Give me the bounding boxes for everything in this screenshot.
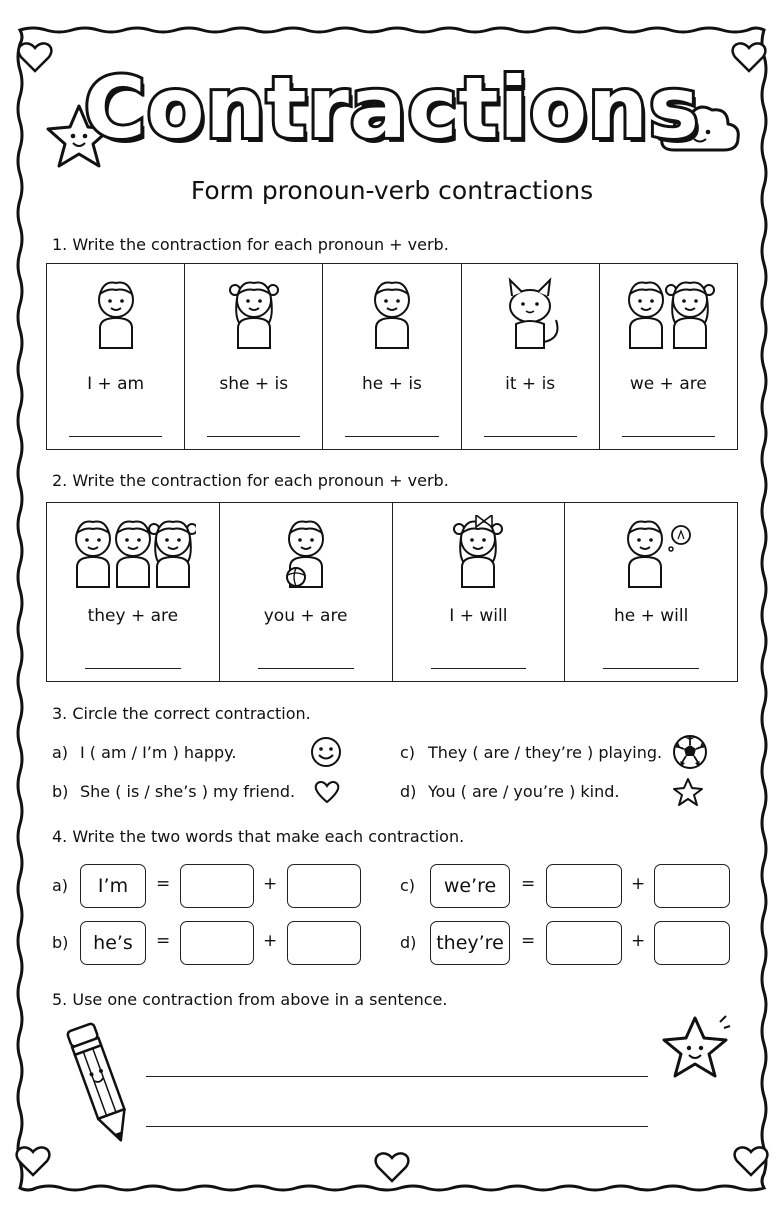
first-word-answer-box[interactable] [180,921,254,965]
answer-line[interactable] [622,436,715,437]
section2-cell [392,503,565,682]
choice-letter: c) [400,743,416,762]
contraction-word-box: they’re [430,921,510,965]
three-kids-picture [70,515,196,599]
item-letter: b) [52,933,69,952]
section2-cell [565,503,738,682]
answer-line[interactable] [85,668,181,669]
answer-line[interactable] [431,668,527,669]
pronoun-verb-label: you + are [263,606,348,626]
second-word-answer-box[interactable] [287,921,361,965]
circle-choice-sentence[interactable]: You ( are / you’re ) kind. [428,782,620,801]
smiley-icon [310,736,342,768]
contraction-word-box: he’s [80,921,146,965]
item-letter: d) [400,933,417,952]
answer-line[interactable] [603,668,699,669]
first-word-answer-box[interactable] [546,864,622,908]
pronoun-verb-label: I + am [87,374,145,394]
second-word-answer-box[interactable] [654,864,730,908]
answer-line[interactable] [484,436,577,437]
smiling-pencil-icon [64,1016,136,1150]
section1-instruction: 1. Write the contraction for each pronoun + verb. [52,235,449,254]
choice-letter: a) [52,743,69,762]
boy-hand-on-chest-picture [347,276,437,360]
plus-sign: + [263,874,278,894]
contraction-word-box: I’m [80,864,146,908]
pronoun-verb-label: he + will [613,606,689,626]
answer-line[interactable] [207,436,300,437]
pronoun-verb-label: I + will [449,606,508,626]
corner-heart-icon [735,1147,768,1175]
pronoun-verb-label: they + are [87,606,179,626]
equals-sign: = [521,874,536,894]
equals-sign: = [156,874,171,894]
choice-letter: d) [400,782,417,801]
circle-choice-sentence[interactable]: She ( is / she’s ) my friend. [80,782,296,801]
sentence-writing-line[interactable] [146,1126,648,1127]
section2-grid [46,502,738,682]
section2-cell [219,503,392,682]
worksheet-title: Contractions [84,59,700,157]
answer-line[interactable] [69,436,162,437]
boy-waving-picture [71,276,161,360]
circle-choice-sentence[interactable]: They ( are / they’re ) playing. [428,743,663,762]
item-letter: a) [52,876,69,895]
section1-cell [461,264,599,450]
section1-cell [185,264,323,450]
soccer-ball-icon [672,734,708,770]
section1-cell [47,264,185,450]
section1-cell [323,264,461,450]
equals-sign: = [156,931,171,951]
sentence-writing-line[interactable] [146,1076,648,1077]
section3-instruction: 3. Circle the correct contraction. [52,704,311,723]
girl-with-bow-picture [433,515,523,599]
section2-cell [47,503,220,682]
girl-thumbs-up-picture [209,276,299,360]
second-word-answer-box[interactable] [654,921,730,965]
choice-letter: b) [52,782,69,801]
smiling-star-icon [658,1012,732,1084]
item-letter: c) [400,876,416,895]
heart-icon [313,778,341,806]
boy-with-ball-picture [261,515,351,599]
equals-sign: = [521,931,536,951]
section5-instruction: 5. Use one contraction from above in a sentence. [52,990,448,1009]
section1-grid [46,263,738,450]
answer-line[interactable] [258,668,354,669]
boy-thinking-lightbulb-picture [606,515,696,599]
worksheet-subtitle: Form pronoun-verb contractions [190,176,594,205]
cat-picture [485,276,575,360]
pronoun-verb-label: she + is [219,374,289,394]
contraction-word-box: we’re [430,864,510,908]
second-word-answer-box[interactable] [287,864,361,908]
first-word-answer-box[interactable] [180,864,254,908]
pronoun-verb-label: he + is [362,374,422,394]
pronoun-verb-label: we + are [629,374,707,394]
plus-sign: + [631,931,646,951]
plus-sign: + [263,931,278,951]
first-word-answer-box[interactable] [546,921,622,965]
section4-instruction: 4. Write the two words that make each contraction. [52,827,465,846]
star-icon [672,776,704,808]
circle-choice-sentence[interactable]: I ( am / I’m ) happy. [80,743,237,762]
bottom-heart-icon [376,1153,409,1181]
boy-and-girl-picture [620,276,716,360]
section1-cell [599,264,737,450]
pronoun-verb-label: it + is [505,374,556,394]
plus-sign: + [631,874,646,894]
section2-instruction: 2. Write the contraction for each pronoun + verb. [52,471,449,490]
answer-line[interactable] [345,436,438,437]
